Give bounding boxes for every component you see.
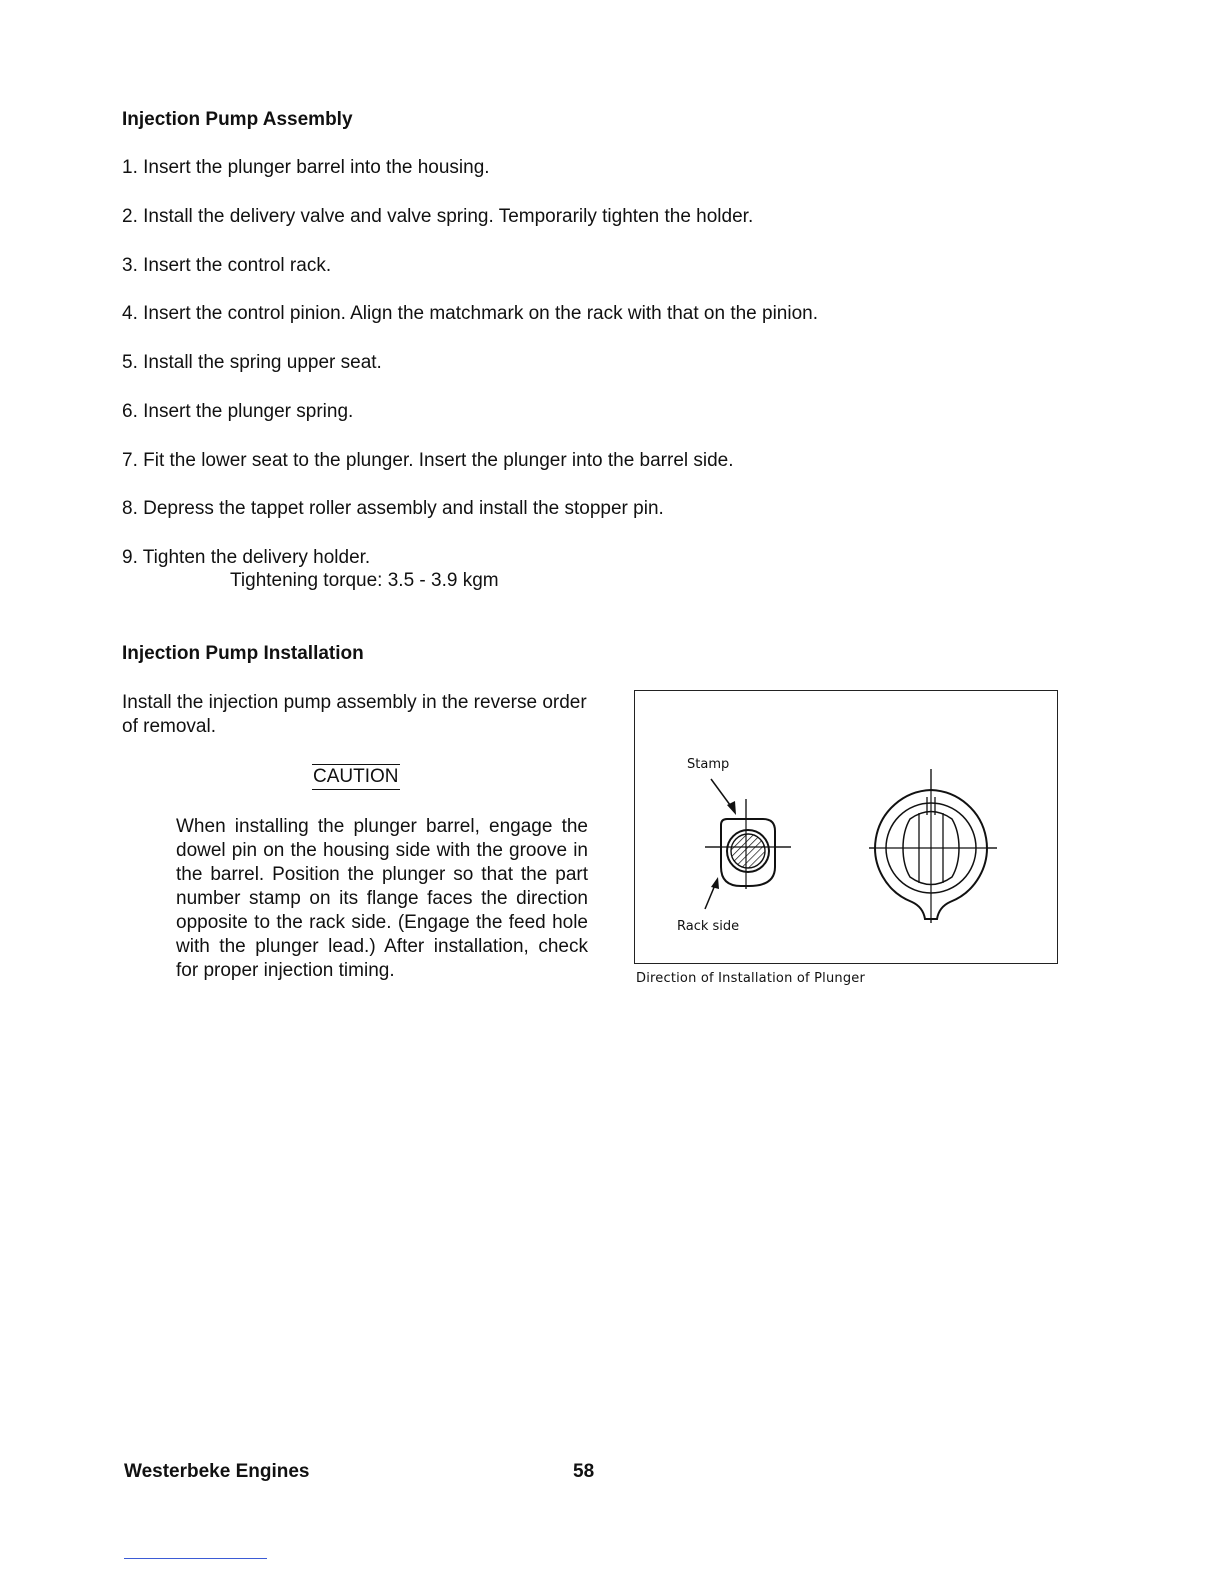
barrel-cross-section bbox=[869, 769, 997, 923]
plunger-figure bbox=[634, 690, 1058, 964]
rack-side-label: Rack side bbox=[677, 919, 740, 934]
list-item: 6. Insert the plunger spring. bbox=[122, 401, 354, 422]
installation-intro: Install the injection pump assembly in the reverse order of removal. bbox=[122, 692, 587, 737]
list-item: 4. Insert the control pinion. Align the matchmark on the rack with that on the pinion. bbox=[122, 303, 819, 324]
stamp-arrow bbox=[711, 779, 736, 815]
page-number: 58 bbox=[573, 1461, 595, 1482]
rack-side-arrow bbox=[705, 877, 719, 909]
figure-caption: Direction of Installation of Plunger bbox=[636, 971, 866, 986]
list-item: 8. Depress the tappet roller assembly and install the stopper pin. bbox=[122, 498, 664, 519]
stamp-label: Stamp bbox=[687, 757, 730, 772]
list-item: 5. Install the spring upper seat. bbox=[122, 352, 382, 373]
footer-divider bbox=[124, 1558, 267, 1559]
caution-title: CAUTION bbox=[312, 764, 400, 790]
list-item: 3. Insert the control rack. bbox=[122, 255, 332, 276]
caution-text: When installing the plunger barrel, engage the dowel pin on the housing side with the groove in the barrel. Position the plunger so that the part number stamp on its flange faces the direction opposite to the rack side. (Engage the feed hole with the plunger lead.) After installation, check for proper injection timing. bbox=[176, 816, 588, 981]
plunger-flange-view bbox=[705, 799, 791, 889]
list-item: 7. Fit the lower seat to the plunger. Insert the plunger into the barrel side. bbox=[122, 450, 734, 471]
tightening-torque: Tightening torque: 3.5 - 3.9 kgm bbox=[230, 570, 499, 591]
list-item: 2. Install the delivery valve and valve spring. Temporarily tighten the holder. bbox=[122, 206, 754, 227]
section-heading-assembly: Injection Pump Assembly bbox=[122, 109, 353, 130]
list-item: 9. Tighten the delivery holder. bbox=[122, 547, 371, 568]
list-item: 1. Insert the plunger barrel into the housing. bbox=[122, 157, 490, 178]
section-heading-installation: Injection Pump Installation bbox=[122, 643, 364, 664]
footer-brand: Westerbeke Engines bbox=[124, 1461, 310, 1482]
